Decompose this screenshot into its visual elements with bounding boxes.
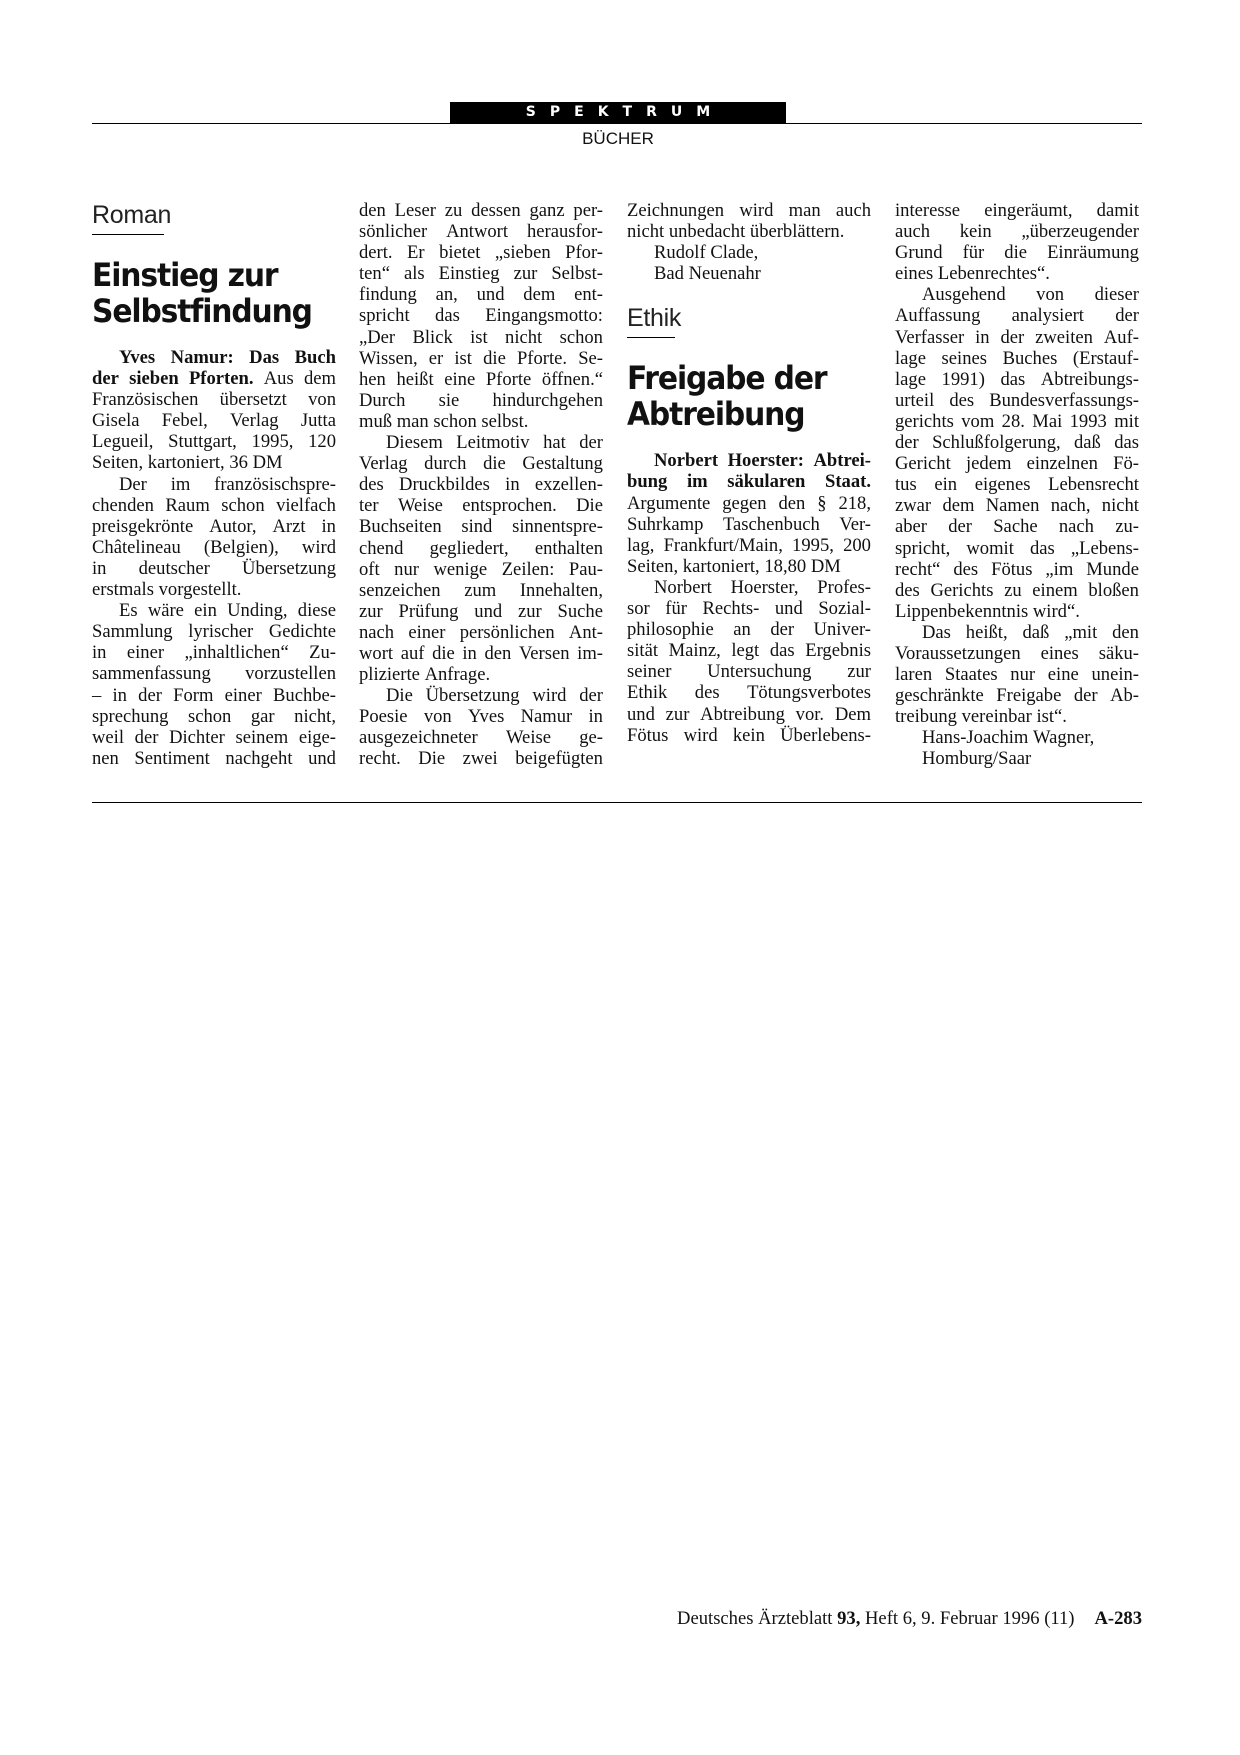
column-2 <box>359 200 603 770</box>
text-line: auch kein „überzeugender <box>895 221 1139 243</box>
text-line: Bad Neuenahr <box>654 263 761 285</box>
content-bottom-rule <box>92 802 1142 803</box>
column-4 <box>895 200 1139 770</box>
text-line: Gericht jedem einzelnen Fö- <box>895 453 1139 475</box>
text-line: Grund für die Einräumung <box>895 242 1139 264</box>
text-line: Das heißt, daß „mit den <box>922 621 1139 643</box>
article1-body-col2 <box>359 200 603 770</box>
text-line: Sammlung lyrischer Gedichte <box>92 621 336 643</box>
text-line: tus ein eigenes Lebensrecht <box>895 474 1139 496</box>
text-line: erstmals vorgestellt. <box>92 579 242 601</box>
text-line: weil der Dichter seinem eige- <box>92 726 336 748</box>
text-line: Châtelineau (Belgien), wird <box>92 536 336 558</box>
article1-body-col1 <box>92 347 336 769</box>
text-line: Fötus wird kein Überlebens- <box>627 724 871 746</box>
text-line: chenden Raum schon vielfach <box>92 494 336 516</box>
text-line: des Druckbildes in exzellen- <box>359 474 603 496</box>
text-line: Hans-Joachim Wagner, <box>922 727 1095 749</box>
text-line: nicht unbedacht überblättern. <box>627 221 845 243</box>
column-1 <box>92 200 336 769</box>
text-line: Gisela Febel, Verlag Jutta <box>92 410 336 432</box>
article2-body-col3 <box>627 450 871 745</box>
text-line: des Gerichts zu einem bloßen <box>895 579 1139 601</box>
article1-kicker: Roman <box>92 201 172 229</box>
text-line: spricht, womit das „Lebens- <box>895 537 1139 559</box>
journal-volume: 93, <box>837 1608 861 1629</box>
text-line: Verfasser in der zweiten Auf- <box>895 326 1139 348</box>
text-line: ausgezeichneter Weise ge- <box>359 727 603 749</box>
text-line: Wissen, er ist die Pforte. Se- <box>359 347 603 369</box>
text-line: spricht das Eingangsmotto: <box>359 305 603 327</box>
article1-body-col3 <box>627 200 871 284</box>
text-line: Poesie von Yves Namur in <box>359 706 603 728</box>
text-line: Auffassung analysiert der <box>895 305 1139 327</box>
text-line: Rudolf Clade, <box>654 242 759 264</box>
text-line: Zeichnungen wird man auch <box>627 200 871 221</box>
text-line: Seiten, kartoniert, 36 DM <box>92 452 283 474</box>
subsection-label: BÜCHER <box>582 129 654 148</box>
text-line: Diesem Leitmotiv hat der <box>386 432 603 454</box>
article2-kicker: Ethik <box>627 304 682 333</box>
text-line: lage 1991) das Abtreibungs- <box>895 368 1139 390</box>
text-line: der sieben Pforten. Aus dem <box>92 368 336 390</box>
text-line: recht. Die zwei beigefügten <box>359 748 603 770</box>
text-line: Suhrkamp Taschenbuch Ver- <box>627 513 871 535</box>
text-line: Französischen übersetzt von <box>92 389 336 411</box>
text-line: oft nur wenige Zeilen: Pau- <box>359 558 603 580</box>
text-line: dert. Er bietet „sieben Pfor- <box>359 242 603 264</box>
text-line: Der im französischspre- <box>119 473 336 495</box>
text-line: sönlicher Antwort herausfor- <box>359 221 603 243</box>
text-line: Homburg/Saar <box>922 748 1032 770</box>
column-3 <box>627 200 871 746</box>
text-line: laren Staates nur eine unein- <box>895 664 1139 686</box>
text-line: wort auf die in den Versen im- <box>359 642 603 664</box>
text-line: zur Prüfung und zur Suche <box>359 600 603 622</box>
article1-headline-line2: Selbstfindung <box>92 292 312 330</box>
text-line: gerichts vom 28. Mai 1993 mit <box>895 410 1139 432</box>
article2-body-col4 <box>895 200 1139 770</box>
page-number: A-283 <box>1094 1608 1142 1629</box>
text-line: urteil des Bundesverfassungs- <box>895 389 1139 411</box>
text-line: „Der Blick ist nicht schon <box>359 326 603 348</box>
text-line: recht“ des Fötus „im Munde <box>895 558 1139 580</box>
text-line: Norbert Hoerster, Profes- <box>654 576 871 598</box>
text-line: hen heißt eine Pforte öffnen.“ <box>359 368 603 390</box>
text-line: eines Lebenrechtes“. <box>895 263 1050 285</box>
text-line: lage seines Buches (Erstauf- <box>895 347 1139 369</box>
article1-headline-line1: Einstieg zur <box>92 256 278 294</box>
text-line: treibung vereinbar ist“. <box>895 706 1067 728</box>
text-line: zwar dem Namen nach, nicht <box>895 495 1139 517</box>
text-line: und zur Abtreibung vor. Dem <box>627 703 871 725</box>
text-line: ter Weise entsprochen. Die <box>359 495 603 517</box>
text-line: Durch sie hindurchgehen <box>359 389 603 411</box>
text-line: Voraussetzungen eines säku- <box>895 642 1139 664</box>
text-line: sität Mainz, legt das Ergebnis <box>627 640 871 662</box>
text-line: Norbert Hoerster: Abtrei- <box>654 450 871 472</box>
text-line: muß man schon selbst. <box>359 410 529 432</box>
text-line: Argumente gegen den § 218, <box>627 492 871 514</box>
text-line: sprechung schon gar nicht, <box>92 705 336 727</box>
page-footer <box>677 1608 1142 1630</box>
header-rule <box>92 123 1142 124</box>
article2-headline-line2: Abtreibung <box>627 395 805 434</box>
section-banner: SPEKTRUM <box>450 102 786 123</box>
text-line: Ausgehend von dieser <box>922 284 1139 306</box>
text-line: lag, Frankfurt/Main, 1995, 200 <box>627 534 871 556</box>
text-line: in deutscher Übersetzung <box>92 557 336 579</box>
text-line: plizierte Anfrage. <box>359 664 491 686</box>
text-line: der Schlußfolgerung, daß das <box>895 432 1139 454</box>
text-line: Yves Namur: Das Buch <box>119 347 336 368</box>
text-line: aber der Sache nach zu- <box>895 516 1139 538</box>
text-line: chend gegliedert, enthalten <box>359 537 603 559</box>
text-line: senzeichen zum Innehalten, <box>359 579 603 601</box>
text-line: sor für Rechts- und Sozial- <box>627 598 871 620</box>
text-line: geschränkte Freigabe der Ab- <box>895 685 1139 707</box>
text-line: Legueil, Stuttgart, 1995, 120 <box>92 431 336 453</box>
journal-name: Deutsches Ärzteblatt <box>677 1608 833 1629</box>
text-line: interesse eingeräumt, damit <box>895 200 1139 221</box>
text-line: Ethik des Tötungsverbotes <box>627 682 871 704</box>
text-line: findung an, und dem ent- <box>359 284 603 306</box>
text-line: Buchseiten sind sinnentspre- <box>359 516 603 538</box>
text-line: – in der Form einer Buchbe- <box>92 684 336 706</box>
text-line: sammenfassung vorzustellen <box>92 663 336 685</box>
text-line: in einer „inhaltlichen“ Zu- <box>92 642 336 664</box>
text-line: Lippenbekenntnis wird“. <box>895 600 1080 622</box>
text-line: philosophie an der Univer- <box>627 619 871 641</box>
text-line: ten“ als Einstieg zur Selbst- <box>359 263 603 285</box>
text-line: Seiten, kartoniert, 18,80 DM <box>627 555 841 577</box>
text-line: Verlag durch die Gestaltung <box>359 453 603 475</box>
journal-issue: Heft 6, 9. Februar 1996 (11) <box>860 1608 1075 1629</box>
text-line: preisgekrönte Autor, Arzt in <box>92 515 336 537</box>
text-line: nach einer persönlichen Ant- <box>359 621 603 643</box>
text-line: nen Sentiment nachgeht und <box>92 747 336 769</box>
text-line: bung im säkularen Staat. <box>627 471 871 493</box>
article2-headline-line1: Freigabe der <box>627 359 827 398</box>
text-line: den Leser zu dessen ganz per- <box>359 200 603 221</box>
text-line: Es wäre ein Unding, diese <box>119 600 336 622</box>
text-line: Die Übersetzung wird der <box>386 685 603 707</box>
text-line: seiner Untersuchung zur <box>627 661 871 683</box>
